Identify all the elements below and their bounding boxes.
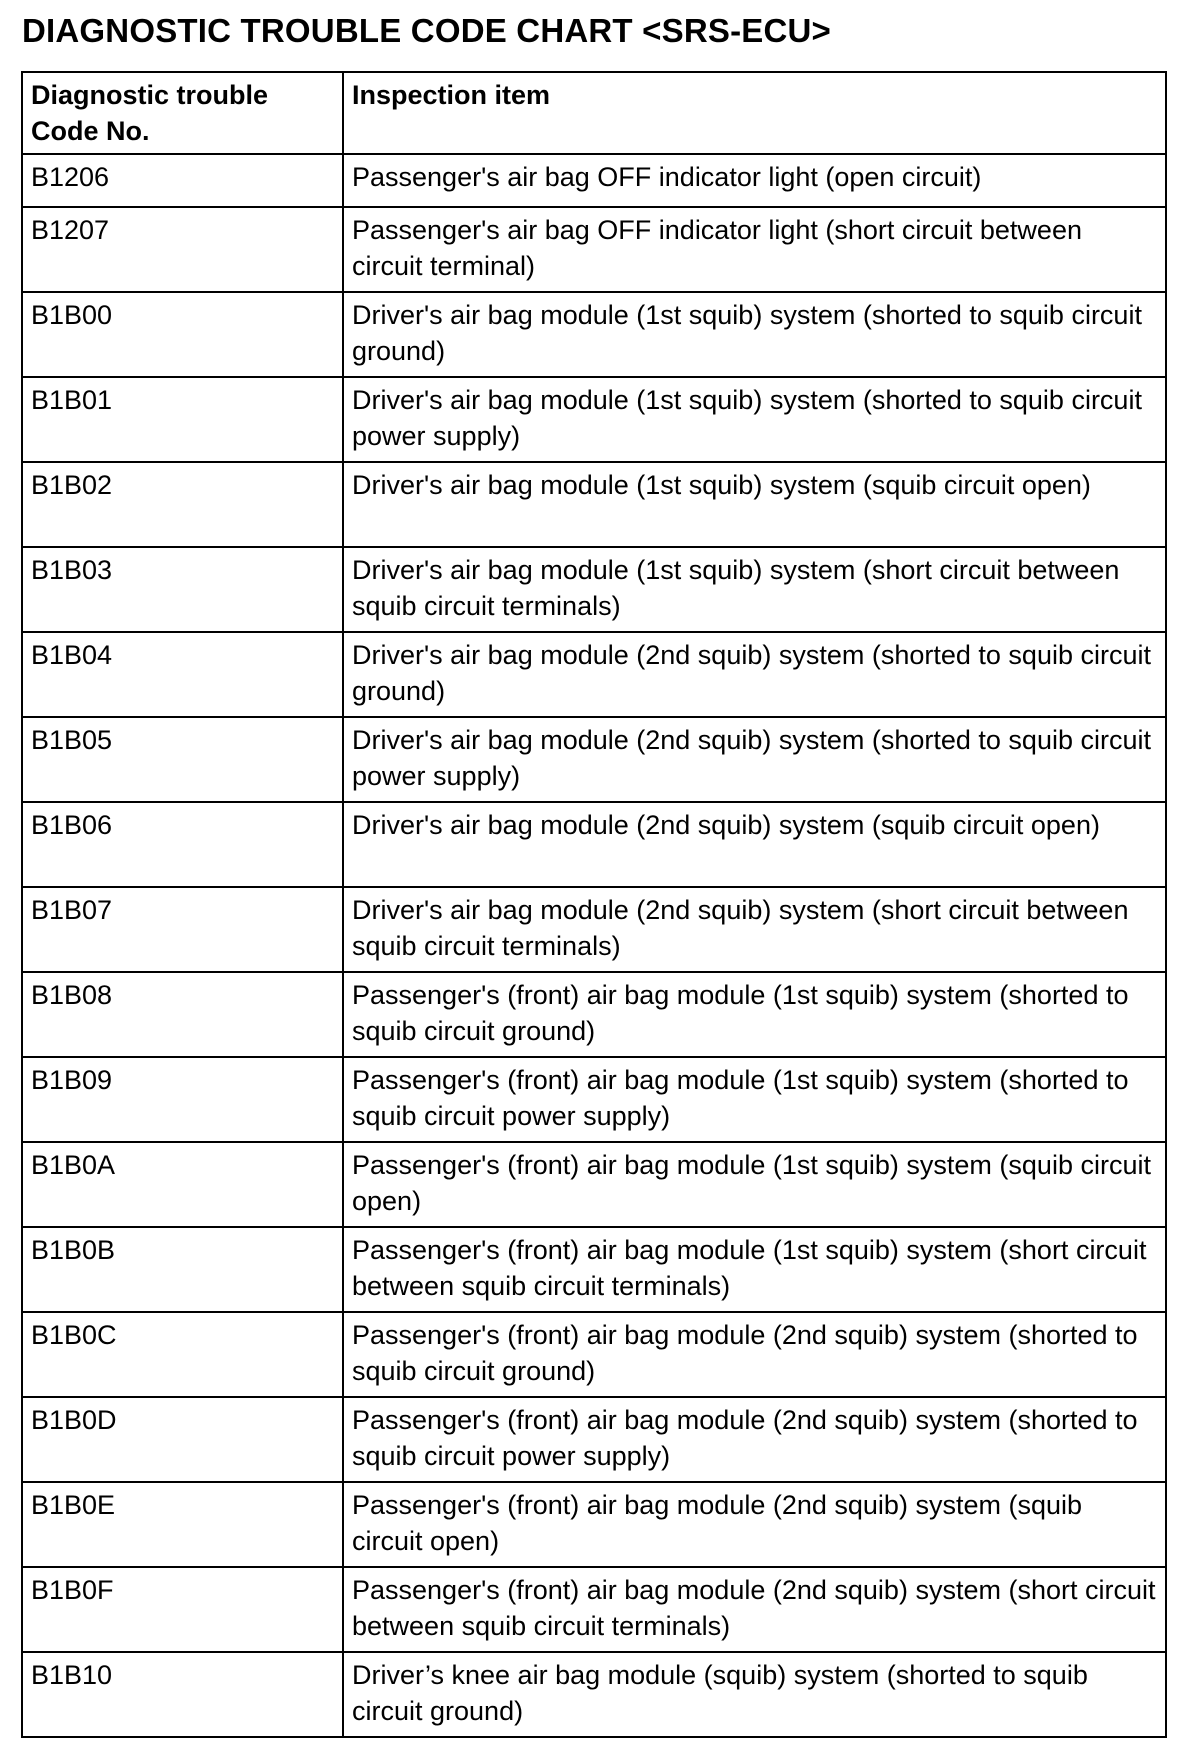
dtc-code-cell: B1B01: [22, 377, 343, 462]
inspection-item-cell: Passenger's air bag OFF indicator light (short circuit between circuit terminal): [343, 207, 1166, 292]
page-title: DIAGNOSTIC TROUBLE CODE CHART <SRS-ECU>: [22, 12, 832, 49]
inspection-item-cell: Driver’s knee air bag module (squib) system (shorted to squib circuit ground): [343, 1652, 1166, 1737]
table-row: [22, 547, 1166, 632]
table-row: [22, 462, 1166, 547]
table-header-row: [22, 72, 1166, 154]
column-header-code: Diagnostic trouble Code No.: [22, 72, 343, 154]
inspection-item-cell: Passenger's (front) air bag module (1st squib) system (shorted to squib circuit ground): [343, 972, 1166, 1057]
dtc-code-cell: B1207: [22, 207, 343, 292]
inspection-item-cell: Passenger's (front) air bag module (2nd squib) system (short circuit between squib circuit terminals): [343, 1567, 1166, 1652]
dtc-code-cell: B1B05: [22, 717, 343, 802]
table-row: [22, 1567, 1166, 1652]
dtc-code-cell: B1B04: [22, 632, 343, 717]
inspection-item-cell: Passenger's (front) air bag module (1st squib) system (shorted to squib circuit power supply): [343, 1057, 1166, 1142]
dtc-code-cell: B1B0F: [22, 1567, 343, 1652]
inspection-item-cell: Passenger's (front) air bag module (2nd squib) system (squib circuit open): [343, 1482, 1166, 1567]
inspection-item-cell: Driver's air bag module (2nd squib) system (short circuit between squib circuit terminals): [343, 887, 1166, 972]
inspection-item-cell: Passenger's (front) air bag module (1st squib) system (squib circuit open): [343, 1142, 1166, 1227]
inspection-item-cell: Driver's air bag module (1st squib) system (squib circuit open): [343, 462, 1166, 547]
inspection-item-cell: Passenger's (front) air bag module (2nd squib) system (shorted to squib circuit power supply): [343, 1397, 1166, 1482]
dtc-table: [21, 71, 1167, 1738]
table-row: [22, 1652, 1166, 1737]
inspection-item-cell: Passenger's (front) air bag module (1st squib) system (short circuit between squib circuit terminals): [343, 1227, 1166, 1312]
dtc-code-cell: B1B0C: [22, 1312, 343, 1397]
table-row: [22, 632, 1166, 717]
dtc-code-cell: B1B06: [22, 802, 343, 887]
table-row: [22, 1227, 1166, 1312]
dtc-code-cell: B1B09: [22, 1057, 343, 1142]
table-row: [22, 717, 1166, 802]
inspection-item-cell: Passenger's air bag OFF indicator light (open circuit): [343, 154, 1166, 207]
dtc-code-cell: B1B08: [22, 972, 343, 1057]
inspection-item-cell: Driver's air bag module (1st squib) system (shorted to squib circuit ground): [343, 292, 1166, 377]
inspection-item-cell: Driver's air bag module (2nd squib) system (squib circuit open): [343, 802, 1166, 887]
dtc-code-cell: B1B0A: [22, 1142, 343, 1227]
table-row: [22, 887, 1166, 972]
dtc-code-cell: B1B0E: [22, 1482, 343, 1567]
inspection-item-cell: Passenger's (front) air bag module (2nd squib) system (shorted to squib circuit ground): [343, 1312, 1166, 1397]
table-row: [22, 1397, 1166, 1482]
inspection-item-cell: Driver's air bag module (2nd squib) system (shorted to squib circuit ground): [343, 632, 1166, 717]
table-row: [22, 377, 1166, 462]
table-row: [22, 1482, 1166, 1567]
dtc-code-cell: B1B00: [22, 292, 343, 377]
table-row: [22, 802, 1166, 887]
table-row: [22, 1312, 1166, 1397]
table-row: [22, 972, 1166, 1057]
inspection-item-cell: Driver's air bag module (1st squib) system (shorted to squib circuit power supply): [343, 377, 1166, 462]
inspection-item-cell: Driver's air bag module (1st squib) system (short circuit between squib circuit terminals): [343, 547, 1166, 632]
inspection-item-cell: Driver's air bag module (2nd squib) system (shorted to squib circuit power supply): [343, 717, 1166, 802]
dtc-code-cell: B1B02: [22, 462, 343, 547]
dtc-code-cell: B1B0B: [22, 1227, 343, 1312]
dtc-code-cell: B1B0D: [22, 1397, 343, 1482]
dtc-code-cell: B1B03: [22, 547, 343, 632]
dtc-code-cell: B1B10: [22, 1652, 343, 1737]
table-row: [22, 1057, 1166, 1142]
table-row: [22, 1142, 1166, 1227]
dtc-code-cell: B1206: [22, 154, 343, 207]
table-row: [22, 154, 1166, 207]
table-row: [22, 292, 1166, 377]
table-row: [22, 207, 1166, 292]
column-header-inspection-item: Inspection item: [343, 72, 1166, 154]
dtc-code-cell: B1B07: [22, 887, 343, 972]
